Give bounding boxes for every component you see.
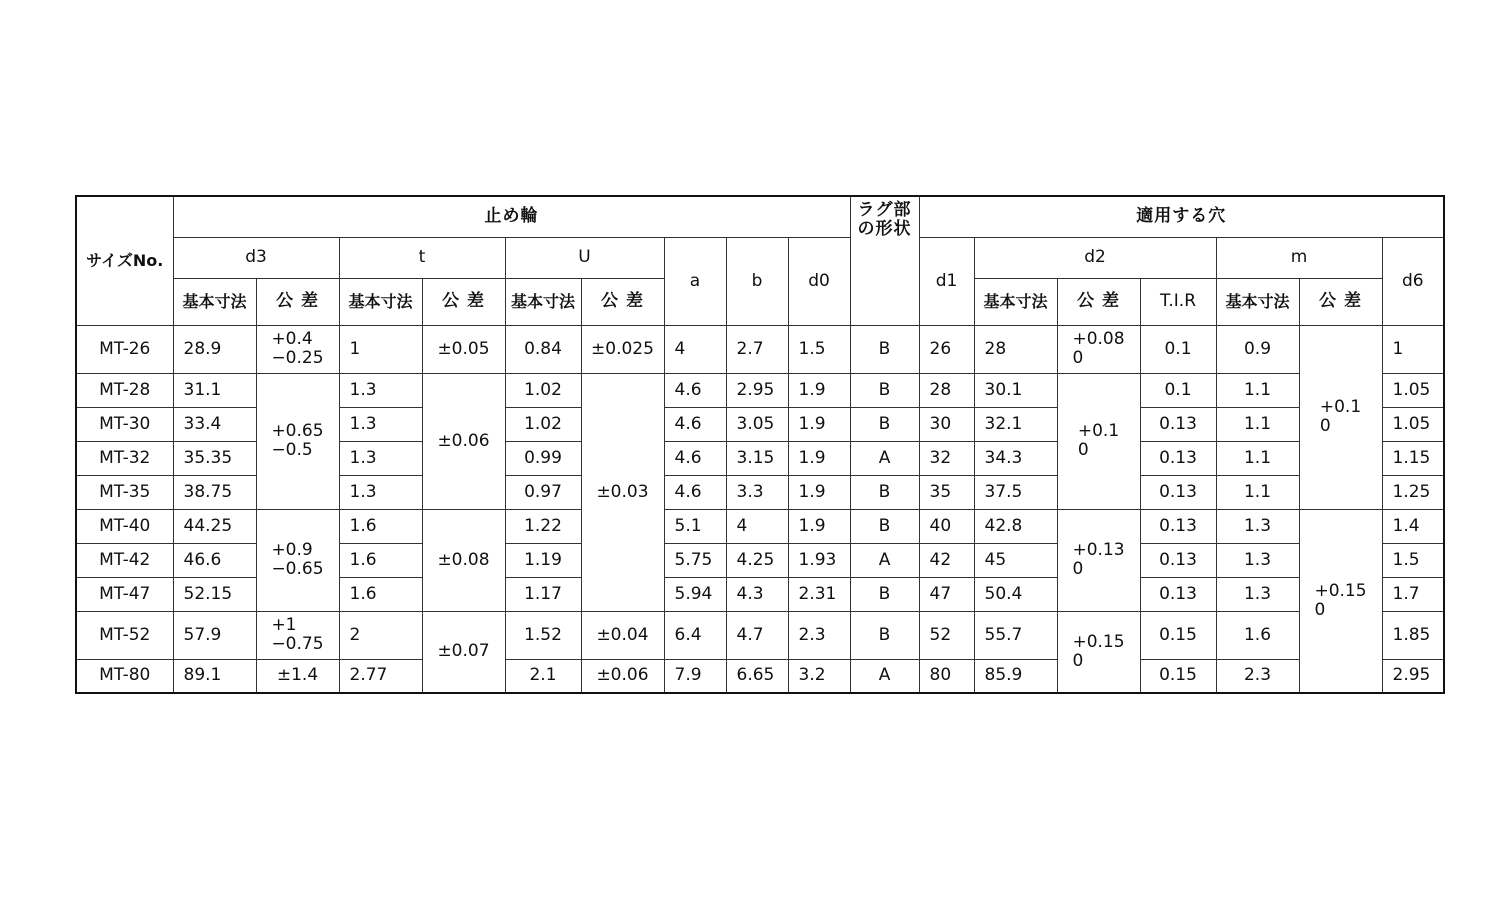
cell-a: 6.4 [664,611,726,659]
cell-tir: 0.1 [1140,325,1216,373]
header-m-basic: 基本寸法 [1216,278,1299,325]
cell-d3-basic: 35.35 [173,441,256,475]
cell-d0: 3.2 [788,659,850,693]
cell-d2-tolerance-value [1072,541,1124,579]
cell-tir: 0.13 [1140,509,1216,543]
cell-t-basic: 1 [339,325,422,373]
table-row [76,659,1444,693]
header-lug-shape [850,196,919,325]
cell-tir: 0.13 [1140,407,1216,441]
cell-d3-tolerance-value [271,422,323,460]
cell-d1: 47 [919,577,974,611]
cell-d2-tolerance-value [1078,422,1119,460]
cell-m-tolerance-line: 0 [1319,416,1331,436]
cell-d2-tolerance [1057,373,1140,509]
cell-d6: 1.85 [1382,611,1444,659]
cell-d3-tolerance [256,611,339,659]
cell-d1: 42 [919,543,974,577]
cell-d3-tolerance [256,659,339,693]
cell-m-basic: 1.1 [1216,475,1299,509]
cell-d2-tolerance-value [1072,330,1124,368]
cell-d0: 1.9 [788,509,850,543]
cell-u-tolerance-line: ±0.04 [596,624,649,645]
cell-d0: 1.5 [788,325,850,373]
cell-m-tolerance-value [1320,398,1361,436]
cell-d0: 1.9 [788,475,850,509]
cell-t-tolerance-value [437,642,489,661]
cell-m-basic: 0.9 [1216,325,1299,373]
cell-u-tolerance-value [591,340,654,359]
cell-lug-shape: B [850,509,919,543]
cell-lug-shape: B [850,577,919,611]
cell-t-basic: 1.6 [339,509,422,543]
header-d6: d6 [1382,237,1444,325]
cell-d2-basic: 32.1 [974,407,1057,441]
cell-u-basic: 1.22 [505,509,581,543]
cell-d6: 1.15 [1382,441,1444,475]
cell-lug-shape: A [850,441,919,475]
cell-b: 4 [726,509,788,543]
cell-size: MT-28 [76,373,173,407]
header-u-basic: 基本寸法 [505,278,581,325]
cell-b: 3.05 [726,407,788,441]
cell-d6: 1 [1382,325,1444,373]
header-t-tol: 公 差 [422,278,505,325]
header-u-tol: 公 差 [581,278,664,325]
table-row [76,611,1444,659]
cell-d2-basic: 45 [974,543,1057,577]
cell-d3-basic: 28.9 [173,325,256,373]
cell-d3-basic: 52.15 [173,577,256,611]
header-d3-basic: 基本寸法 [173,278,256,325]
cell-t-basic: 1.3 [339,441,422,475]
cell-t-tolerance-line: ±0.06 [437,430,490,451]
cell-lug-shape: B [850,407,919,441]
cell-m-tolerance-line: 0 [1314,599,1326,620]
cell-d3-tolerance-line: +0.4 [271,329,313,349]
cell-d2-basic: 37.5 [974,475,1057,509]
cell-size: MT-30 [76,407,173,441]
spec-table [75,195,1445,694]
cell-a: 4.6 [664,475,726,509]
cell-size: MT-40 [76,509,173,543]
cell-d0: 1.93 [788,543,850,577]
cell-size: MT-47 [76,577,173,611]
cell-u-basic: 0.99 [505,441,581,475]
cell-d2-basic: 28 [974,325,1057,373]
cell-u-tolerance [581,611,664,659]
cell-lug-shape: B [850,611,919,659]
cell-a: 7.9 [664,659,726,693]
table-header [76,196,1444,325]
cell-d1: 30 [919,407,974,441]
cell-b: 4.7 [726,611,788,659]
cell-d3-tolerance-value [271,330,323,368]
cell-lug-shape: B [850,475,919,509]
cell-m-basic: 1.3 [1216,509,1299,543]
cell-m-basic: 1.3 [1216,543,1299,577]
cell-size: MT-80 [76,659,173,693]
cell-t-tolerance [422,509,505,611]
cell-d2-tolerance-line: 0 [1072,650,1084,671]
cell-t-basic: 2 [339,611,422,659]
cell-d3-basic: 46.6 [173,543,256,577]
cell-lug-shape: B [850,373,919,407]
cell-t-tolerance-line: ±0.05 [437,338,490,359]
cell-d1: 80 [919,659,974,693]
cell-m-basic: 1.1 [1216,373,1299,407]
cell-d3-tolerance-line: −0.65 [271,559,324,579]
cell-d3-tolerance-line: +0.65 [271,421,324,441]
cell-u-tolerance [581,373,664,611]
cell-d3-basic: 89.1 [173,659,256,693]
header-m: m [1216,237,1382,278]
cell-d3-basic: 31.1 [173,373,256,407]
cell-t-tolerance [422,611,505,693]
lug-shape-line-2: の形状 [857,219,912,239]
header-d2-basic: 基本寸法 [974,278,1057,325]
header-a: a [664,237,726,325]
cell-u-tolerance [581,325,664,373]
cell-a: 4.6 [664,441,726,475]
cell-d3-tolerance [256,509,339,611]
cell-d2-basic: 55.7 [974,611,1057,659]
cell-d3-tolerance-line: ±1.4 [276,665,319,686]
header-stop-ring: 止め輪 [173,196,850,237]
cell-t-basic: 1.3 [339,407,422,441]
cell-d3-tolerance-value [271,541,323,579]
cell-u-basic: 1.02 [505,373,581,407]
cell-d3-basic: 38.75 [173,475,256,509]
header-d3-tol: 公 差 [256,278,339,325]
cell-d1: 28 [919,373,974,407]
cell-m-basic: 1.6 [1216,611,1299,659]
cell-t-tolerance [422,325,505,373]
cell-size: MT-42 [76,543,173,577]
cell-size: MT-52 [76,611,173,659]
cell-d1: 40 [919,509,974,543]
cell-u-basic: 1.19 [505,543,581,577]
cell-d3-basic: 44.25 [173,509,256,543]
cell-m-tolerance-line: +0.1 [1319,397,1362,417]
table-row [76,325,1444,373]
cell-d3-tolerance-line: −0.25 [271,348,324,368]
cell-t-tolerance-value [437,340,489,359]
cell-b: 4.3 [726,577,788,611]
cell-d2-basic: 50.4 [974,577,1057,611]
cell-b: 6.65 [726,659,788,693]
cell-a: 5.75 [664,543,726,577]
header-d2-tol: 公 差 [1057,278,1140,325]
cell-d3-basic: 57.9 [173,611,256,659]
cell-u-tolerance-line: ±0.03 [596,481,649,502]
header-b: b [726,237,788,325]
cell-d2-tolerance [1057,325,1140,373]
header-t-basic: 基本寸法 [339,278,422,325]
cell-d6: 2.95 [1382,659,1444,693]
cell-d3-tolerance-line: −0.75 [271,634,324,654]
cell-t-tolerance-line: ±0.07 [437,641,490,662]
cell-t-tolerance-line: ±0.08 [437,549,490,570]
cell-d2-tolerance-line: 0 [1072,559,1084,579]
cell-m-tolerance-line: +0.15 [1314,580,1367,601]
table-row [76,373,1444,407]
cell-a: 5.94 [664,577,726,611]
cell-d6: 1.7 [1382,577,1444,611]
cell-d6: 1.4 [1382,509,1444,543]
cell-d0: 1.9 [788,441,850,475]
cell-m-tolerance [1299,325,1382,509]
cell-d0: 2.3 [788,611,850,659]
cell-size: MT-35 [76,475,173,509]
cell-m-basic: 1.3 [1216,577,1299,611]
cell-d6: 1.05 [1382,373,1444,407]
cell-d2-tolerance-value [1072,633,1124,671]
cell-u-tolerance-value [596,626,648,645]
cell-tir: 0.1 [1140,373,1216,407]
cell-d0: 2.31 [788,577,850,611]
cell-t-basic: 1.6 [339,543,422,577]
cell-d3-tolerance-value [271,616,323,654]
cell-d1: 35 [919,475,974,509]
header-tir: T.I.R [1140,278,1216,325]
cell-d2-tolerance-line: +0.1 [1077,421,1120,441]
cell-d6: 1.25 [1382,475,1444,509]
cell-t-tolerance-value [437,551,489,570]
cell-m-basic: 1.1 [1216,441,1299,475]
cell-m-basic: 1.1 [1216,407,1299,441]
cell-lug-shape: B [850,325,919,373]
cell-u-tolerance-value [596,483,648,502]
cell-u-basic: 1.17 [505,577,581,611]
cell-d1: 32 [919,441,974,475]
cell-a: 4 [664,325,726,373]
cell-d2-tolerance-line: +0.08 [1072,329,1125,349]
cell-m-basic: 2.3 [1216,659,1299,693]
header-d1: d1 [919,237,974,325]
cell-u-tolerance-line: ±0.06 [596,665,649,686]
cell-m-tolerance [1299,509,1382,693]
cell-d6: 1.05 [1382,407,1444,441]
header-u: U [505,237,664,278]
cell-b: 3.15 [726,441,788,475]
cell-b: 3.3 [726,475,788,509]
cell-a: 5.1 [664,509,726,543]
cell-t-basic: 1.3 [339,475,422,509]
cell-m-tolerance-value [1314,582,1366,620]
cell-tir: 0.13 [1140,475,1216,509]
cell-u-basic: 0.84 [505,325,581,373]
cell-t-basic: 1.3 [339,373,422,407]
cell-d3-tolerance-value [277,666,318,685]
cell-tir: 0.13 [1140,441,1216,475]
cell-a: 4.6 [664,373,726,407]
cell-lug-shape: A [850,543,919,577]
header-applicable-hole: 適用する穴 [919,196,1444,237]
cell-d2-tolerance-line: 0 [1077,440,1089,460]
header-m-tol: 公 差 [1299,278,1382,325]
cell-b: 2.95 [726,373,788,407]
cell-d0: 1.9 [788,373,850,407]
cell-a: 4.6 [664,407,726,441]
cell-d2-tolerance-line: 0 [1072,348,1084,368]
cell-u-tolerance-line: ±0.025 [591,338,654,359]
lug-shape-line-1: ラグ部 [857,200,912,220]
cell-d2-basic: 85.9 [974,659,1057,693]
table-row [76,509,1444,543]
table-body [76,325,1444,693]
cell-b: 4.25 [726,543,788,577]
cell-d0: 1.9 [788,407,850,441]
cell-d2-tolerance-line: +0.15 [1072,631,1125,652]
cell-u-tolerance-value [596,666,648,685]
cell-u-basic: 1.02 [505,407,581,441]
header-d0: d0 [788,237,850,325]
cell-d2-tolerance [1057,509,1140,611]
cell-d3-tolerance [256,373,339,509]
cell-d2-tolerance [1057,611,1140,693]
cell-d1: 52 [919,611,974,659]
cell-d3-tolerance-line: +1 [271,615,297,635]
cell-u-basic: 2.1 [505,659,581,693]
cell-d3-tolerance [256,325,339,373]
cell-t-basic: 2.77 [339,659,422,693]
cell-d2-basic: 30.1 [974,373,1057,407]
cell-d6: 1.5 [1382,543,1444,577]
cell-d2-basic: 34.3 [974,441,1057,475]
cell-tir: 0.13 [1140,543,1216,577]
header-size-no: サイズNo. [76,196,173,325]
cell-u-basic: 0.97 [505,475,581,509]
cell-lug-shape: A [850,659,919,693]
cell-tir: 0.15 [1140,659,1216,693]
header-d3: d3 [173,237,339,278]
cell-tir: 0.13 [1140,577,1216,611]
cell-b: 2.7 [726,325,788,373]
cell-size: MT-32 [76,441,173,475]
cell-d2-basic: 42.8 [974,509,1057,543]
cell-tir: 0.15 [1140,611,1216,659]
cell-u-basic: 1.52 [505,611,581,659]
header-t: t [339,237,505,278]
cell-d3-tolerance-line: −0.5 [271,440,313,460]
header-d2: d2 [974,237,1216,278]
cell-d1: 26 [919,325,974,373]
cell-d3-tolerance-line: +0.9 [271,540,313,560]
cell-size: MT-26 [76,325,173,373]
cell-t-tolerance-value [437,432,489,451]
cell-d2-tolerance-line: +0.13 [1072,540,1125,560]
cell-t-tolerance [422,373,505,509]
cell-u-tolerance [581,659,664,693]
cell-t-basic: 1.6 [339,577,422,611]
cell-d3-basic: 33.4 [173,407,256,441]
